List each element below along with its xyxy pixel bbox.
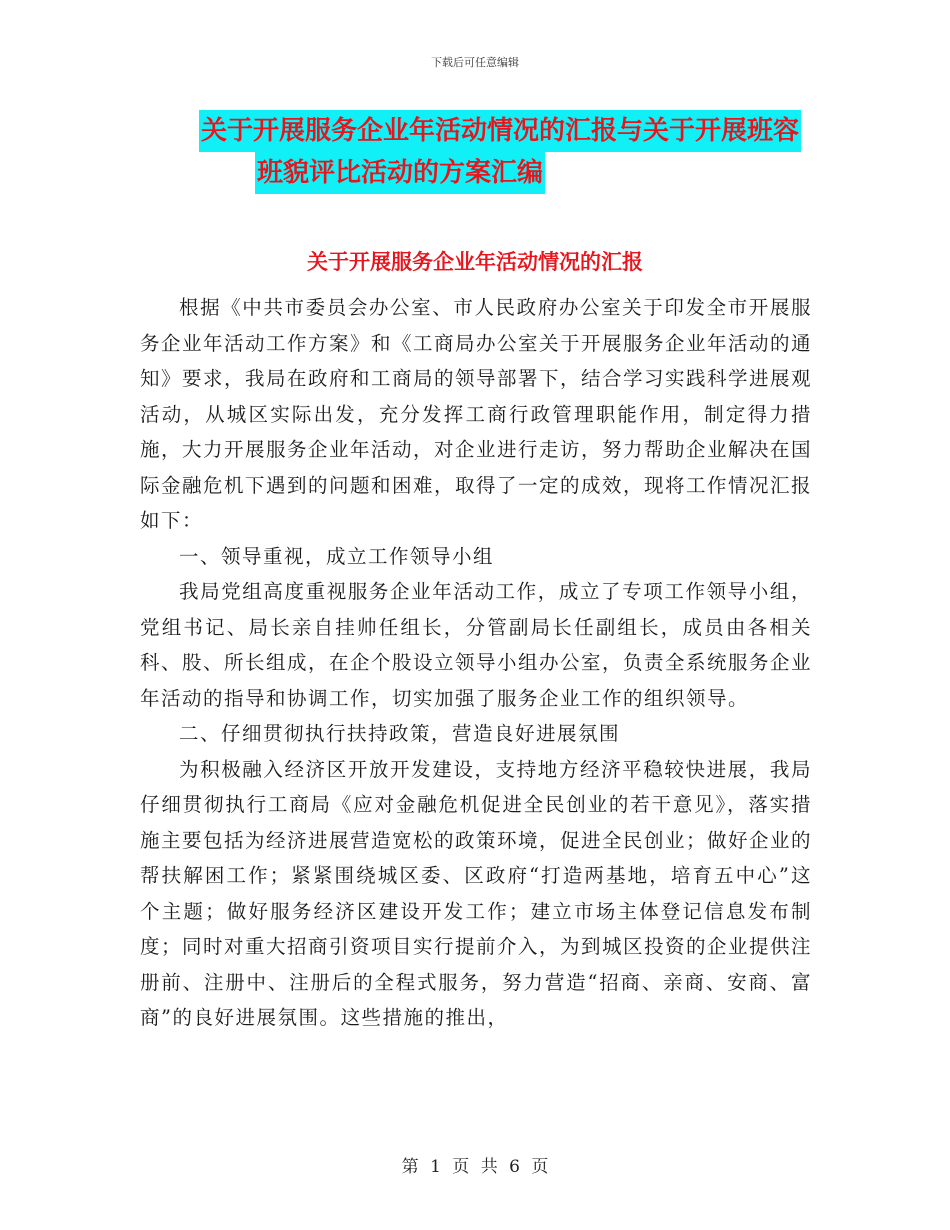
- paragraph-policy: 为积极融入经济区开放开发建设，支持地方经济平稳较快进展，我局仔细贯彻执行工商局《应对金融危机促进全民创业的若干意见》，落实措施主要包括为经济进展营造宽松的政策环境，促进全民创业；做好企业的帮扶解困工作；紧紧围绕城区委、区政府“打造两基地，培育五中心”这个主题；做好服务经济区建设开发工作；建立市场主体登记信息发布制度；同时对重大招商引资项目实行提前介入，为到城区投资的企业提供注册前、注册中、注册后的全程式服务，努力营造“招商、亲商、安商、富商”的良好进展氛围。这些措施的推出，: [140, 757, 813, 1029]
- header-note: 下载后可任意编辑: [431, 56, 519, 69]
- heading-two: 二、仔细贯彻执行扶持政策，营造良好进展氛围: [179, 722, 621, 745]
- document-title-line-2: 班貌评比活动的方案汇编: [255, 152, 545, 194]
- paragraph-leadership: 我局党组高度重视服务企业年活动工作，成立了专项工作领导小组，党组书记、局长亲自挂帅任组长，分管副局长任副组长，成员由各相关科、股、所长组成，在企个股设立领导小组办公室，负责全系统服务企业年活动的指导和协调工作，切实加强了服务企业工作的组织领导。: [140, 580, 813, 710]
- document-title-line-1: 关于开展服务企业年活动情况的汇报与关于开展班容: [199, 110, 801, 152]
- heading-one: 一、领导重视，成立工作领导小组: [179, 544, 495, 568]
- paragraph-intro: 根据《中共市委员会办公室、市人民政府办公室关于印发全市开展服务企业年活动工作方案》和《工商局办公室关于开展服务企业年活动的通知》要求，我局在政府和工商局的领导部署下，结合学习实践科学进展观活动，从城区实际出发，充分发挥工商行政管理职能作用，制定得力措施，大力开展服务企业年活动，对企业进行走访，努力帮助企业解决在国际金融危机下遇到的问题和困难，取得了一定的成效，现将工作情况汇报如下：: [140, 296, 813, 532]
- body-text: [140, 290, 812, 1036]
- page-footer: 第 1 页 共 6 页: [401, 1157, 549, 1177]
- document-title: [0, 110, 950, 194]
- section-title: 关于开展服务企业年活动情况的汇报: [307, 250, 643, 274]
